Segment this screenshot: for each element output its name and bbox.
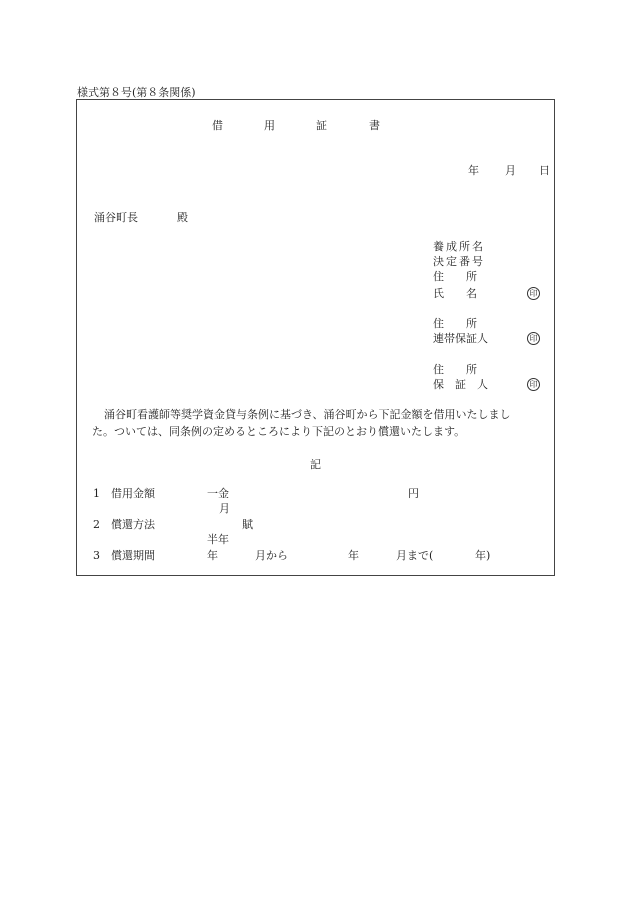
addressee-name: 涌谷町長	[94, 211, 138, 224]
item3-label: 償還期間	[111, 549, 155, 562]
date-year: 年	[468, 164, 479, 177]
item2-installment: 賦	[242, 518, 253, 531]
body-text-line-1: 涌谷町看護師等奨学資金貸与条例に基づき、涌谷町から下記金額を借用いたしまし	[104, 408, 511, 421]
seal-mark-icon: 印	[527, 287, 540, 300]
decision-number-label: 決定番号	[433, 255, 485, 268]
item3-number: 3	[93, 549, 100, 562]
title-char-1: 借	[212, 119, 223, 132]
item3-end-year: 年	[348, 549, 359, 562]
date-month: 月	[505, 164, 516, 177]
ki-heading: 記	[310, 458, 321, 471]
body-text-line-2: た。ついては、同条例の定めるところにより下記のとおり償還いたします。	[92, 425, 466, 438]
addressee-honorific: 殿	[177, 211, 188, 224]
seal-mark-icon: 印	[527, 332, 540, 345]
guarantor-label: 保 証 人	[433, 378, 488, 391]
applicant-name-label: 氏 名	[433, 287, 477, 300]
school-name-label: 養成所名	[433, 240, 485, 253]
guarantor-address-label: 住 所	[433, 317, 477, 330]
item3-years: 年)	[475, 549, 491, 562]
item1-yen-unit: 円	[408, 487, 419, 500]
title-char-3: 証	[316, 119, 327, 132]
guarantor2-address-label: 住 所	[433, 363, 477, 376]
seal-mark-icon: 印	[527, 378, 540, 391]
item1-amount-prefix: 一金	[207, 487, 229, 500]
item3-start-month: 月から	[255, 549, 288, 562]
applicant-address-label: 住 所	[433, 270, 477, 283]
title-char-2: 用	[264, 119, 275, 132]
title-char-4: 書	[369, 119, 380, 132]
item3-end-month: 月まで(	[396, 549, 434, 562]
joint-guarantor-label: 連帯保証人	[433, 332, 488, 345]
item2-label: 償還方法	[111, 518, 155, 531]
item2-number: 2	[93, 518, 100, 531]
item2-option-monthly: 月	[219, 502, 230, 515]
item2-option-half-year: 半年	[207, 533, 229, 546]
item1-number: 1	[93, 487, 100, 500]
date-day: 日	[539, 164, 550, 177]
form-number-label: 様式第８号(第８条関係)	[77, 86, 196, 99]
item1-label: 借用金額	[111, 487, 155, 500]
item3-start-year: 年	[207, 549, 218, 562]
